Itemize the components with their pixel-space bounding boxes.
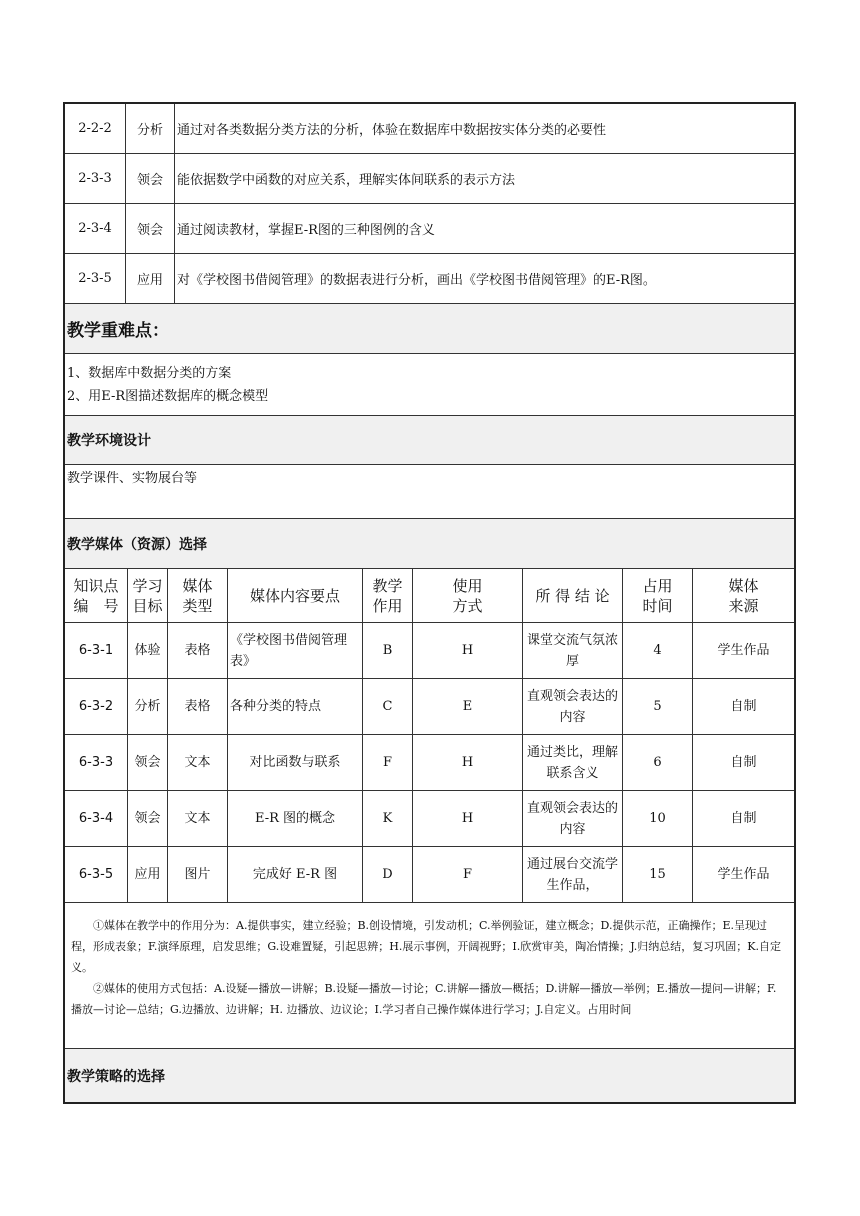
difficulty-line: 1、数据库中数据分类的方案 [67, 366, 232, 381]
media-row [65, 847, 794, 903]
header-cell: 使用 方式 [413, 569, 523, 622]
lesson-plan-table [63, 102, 796, 1104]
media-cell: 表格 [168, 623, 228, 678]
objective-goal: 应用 [126, 254, 175, 303]
objective-row [65, 204, 794, 254]
media-cell: 完成好 E-R 图 [228, 847, 363, 902]
media-note: ②媒体的使用方式包括：A.设疑—播放—讲解；B.设疑—播放—讨论；C.讲解—播放—概括；D.讲解—播放—举例；E.播放—提问—讲解；F.播放—讨论—总结；G.边播放、边讲解；H. 边播放、边议论；I.学习者自己操作媒体进行学习；J.自定义。占用时间 [71, 982, 777, 1016]
media-cell: H [413, 735, 523, 790]
media-cell: 领会 [128, 791, 168, 846]
environment-text: 教学课件、实物展台等 [65, 465, 794, 519]
media-cell: D [363, 847, 413, 902]
media-cell: 表格 [168, 679, 228, 734]
difficulty-line: 2、用E-R图描述数据库的概念模型 [67, 389, 269, 404]
objective-desc: 能依据数学中函数的对应关系，理解实体间联系的表示方法 [177, 173, 516, 188]
objective-goal: 领会 [126, 204, 175, 253]
media-cell: C [363, 679, 413, 734]
objective-desc: 对《学校图书借阅管理》的数据表进行分析，画出《学校图书借阅管理》的E-R图。 [177, 273, 656, 288]
header-cell: 媒体 类型 [168, 569, 228, 622]
media-row [65, 791, 794, 847]
media-cell: 《学校图书借阅管理表》 [228, 623, 363, 678]
objective-code: 2-2-2 [65, 104, 126, 153]
media-cell: 5 [623, 679, 693, 734]
media-row [65, 735, 794, 791]
media-cell: 领会 [128, 735, 168, 790]
environment-heading: 教学环境设计 [65, 416, 794, 465]
media-cell: 6-3-4 [65, 791, 128, 846]
header-cell: 所 得 结 论 [523, 569, 623, 622]
objective-desc: 通过对各类数据分类方法的分析，体验在数据库中数据按实体分类的必要性 [177, 123, 607, 138]
media-cell: E [413, 679, 523, 734]
media-row [65, 679, 794, 735]
media-cell: B [363, 623, 413, 678]
media-cell: 应用 [128, 847, 168, 902]
media-cell: 6-3-1 [65, 623, 128, 678]
media-cell: K [363, 791, 413, 846]
objective-row [65, 254, 794, 304]
media-cell: 通过类比，理解联系含义 [523, 735, 623, 790]
media-heading: 教学媒体（资源）选择 [65, 519, 794, 569]
media-cell: 自制 [730, 811, 757, 826]
media-cell: 各种分类的特点 [228, 679, 363, 734]
objective-code: 2-3-3 [65, 154, 126, 203]
objective-row [65, 154, 794, 204]
media-cell: 对比函数与联系 [228, 735, 363, 790]
media-cell: 6 [623, 735, 693, 790]
media-cell: 自制 [730, 755, 757, 770]
media-cell: 学生作品 [717, 643, 770, 658]
media-note: ①媒体在教学中的作用分为：A.提供事实，建立经验；B.创设情境，引发动机；C.举例验证，建立概念；D.提供示范，正确操作；E.呈现过程，形成表象；F.演绎原理，启发思维；G.设难置疑，引起思辨；H.展示事例，开阔视野；I.欣赏审美，陶冶情操；J.归纳总结，复习巩固；K.自定义。 [71, 919, 782, 974]
media-cell: 直观领会表达的内容 [523, 679, 623, 734]
objective-desc: 通过阅读教材，掌握E-R图的三种图例的含义 [177, 223, 435, 238]
objective-code: 2-3-5 [65, 254, 126, 303]
header-cell: 占用 时间 [623, 569, 693, 622]
strategy-heading: 教学策略的选择 [65, 1049, 794, 1102]
media-cell: 通过展台交流学生作品， [523, 847, 623, 902]
media-cell: 6-3-3 [65, 735, 128, 790]
media-cell: 分析 [128, 679, 168, 734]
objective-goal: 分析 [126, 104, 175, 153]
media-cell: 10 [623, 791, 693, 846]
media-cell: 文本 [168, 735, 228, 790]
header-cell: 学习 目标 [128, 569, 168, 622]
header-cell: 媒体 来源 [728, 576, 759, 615]
media-cell: F [363, 735, 413, 790]
objective-goal: 领会 [126, 154, 175, 203]
objective-code: 2-3-4 [65, 204, 126, 253]
media-row [65, 623, 794, 679]
media-cell: 直观领会表达的内容 [523, 791, 623, 846]
difficulty-body [65, 354, 794, 416]
objective-row [65, 104, 794, 154]
header-cell: 媒体内容要点 [228, 569, 363, 622]
difficulty-heading: 教学重难点： [65, 304, 794, 354]
media-notes [65, 903, 794, 1049]
media-cell: 自制 [730, 699, 757, 714]
media-cell: 4 [623, 623, 693, 678]
header-cell: 教学 作用 [363, 569, 413, 622]
media-cell: H [413, 623, 523, 678]
media-cell: 6-3-5 [65, 847, 128, 902]
media-cell: F [413, 847, 523, 902]
media-cell: 6-3-2 [65, 679, 128, 734]
media-cell: 体验 [128, 623, 168, 678]
media-cell: 学生作品 [717, 867, 770, 882]
media-table-header [65, 569, 794, 623]
media-cell: 课堂交流气氛浓厚 [523, 623, 623, 678]
media-cell: 15 [623, 847, 693, 902]
media-cell: E-R 图的概念 [228, 791, 363, 846]
header-cell: 知识点 编 号 [65, 569, 128, 622]
media-cell: 文本 [168, 791, 228, 846]
media-cell: H [413, 791, 523, 846]
media-cell: 图片 [168, 847, 228, 902]
